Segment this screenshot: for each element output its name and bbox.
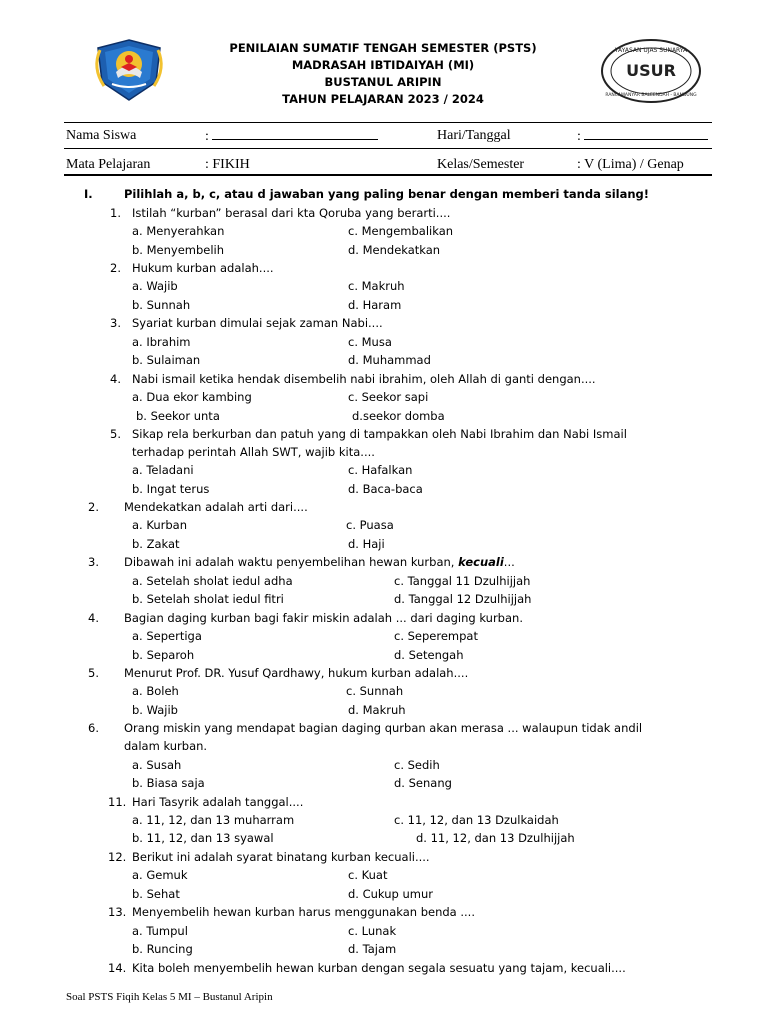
question-text	[124, 555, 515, 569]
option-a: a. Kurban	[132, 518, 187, 532]
option-d: d. 11, 12, dan 13 Dzulhijjah	[416, 831, 575, 845]
option-c: c. Hafalkan	[348, 463, 413, 477]
question-number: 2.	[110, 261, 121, 275]
option-d: d. Haram	[348, 298, 402, 312]
student-name-blank[interactable]	[212, 128, 378, 140]
option-c: c. 11, 12, dan 13 Dzulkaidah	[394, 813, 559, 827]
option-b: b. Sehat	[132, 887, 180, 901]
option-b: b. Setelah sholat iedul fitri	[132, 592, 284, 606]
option-d: d. Baca-baca	[348, 482, 423, 496]
question-text-continued: dalam kurban.	[124, 739, 208, 753]
option-a: a. Wajib	[132, 279, 178, 293]
question-number: 3.	[110, 316, 121, 330]
option-a: a. Gemuk	[132, 868, 188, 882]
option-a: a. Sepertiga	[132, 629, 202, 643]
option-b: b. Sulaiman	[132, 353, 201, 367]
option-d: d. Setengah	[394, 648, 464, 662]
question-text-emphasis: kecuali	[458, 555, 504, 569]
question-number: 4.	[110, 372, 121, 386]
question-text: Kita boleh menyembelih hewan kurban dengan segala sesuatu yang tajam, kecuali....	[132, 961, 626, 975]
question-text: Mendekatkan adalah arti dari....	[124, 500, 308, 514]
option-a: a. Tumpul	[132, 924, 188, 938]
option-c: c. Makruh	[348, 279, 405, 293]
subject-label: Mata Pelajaran	[66, 157, 151, 172]
section-instruction: Pilihlah a, b, c, atau d jawaban yang paling benar dengan memberi tanda silang!	[124, 187, 650, 201]
option-a: a. Susah	[132, 758, 182, 772]
option-c: c. Musa	[348, 335, 392, 349]
date-blank[interactable]	[584, 128, 708, 140]
option-d: d. Mendekatkan	[348, 243, 441, 257]
option-b: b. Ingat terus	[132, 482, 210, 496]
header-madrasah: MADRASAH IBTIDAIYAH (MI)	[291, 58, 475, 72]
option-d: d. Tanggal 12 Dzulhijjah	[394, 592, 532, 606]
header-academic-year: TAHUN PELAJARAN 2023 / 2024	[282, 92, 484, 106]
question-text-ellipsis: ...	[503, 555, 515, 569]
option-a: a. Setelah sholat iedul adha	[132, 574, 293, 588]
date-field[interactable]	[577, 128, 708, 145]
option-c: c. Sunnah	[346, 684, 404, 698]
question-number: 2.	[88, 500, 99, 514]
student-name-field[interactable]	[205, 128, 378, 145]
student-name-label: Nama Siswa	[66, 128, 137, 143]
question-text: Syariat kurban dimulai sejak zaman Nabi....	[132, 316, 383, 330]
date-colon: :	[577, 129, 581, 144]
header-school-name: BUSTANUL ARIPIN	[324, 75, 442, 89]
option-c: c. Seekor sapi	[348, 390, 429, 404]
yayasan-logo	[600, 38, 702, 104]
question-number: 14.	[108, 961, 127, 975]
option-d: d. Tajam	[348, 942, 397, 956]
option-d: d. Muhammad	[348, 353, 431, 367]
class-semester-label: Kelas/Semester	[437, 157, 525, 172]
info-divider	[64, 148, 712, 149]
option-c: c. Sedih	[394, 758, 440, 772]
question-text: Orang miskin yang mendapat bagian daging qurban akan merasa ... walaupun tidak andil	[124, 721, 643, 735]
option-a: a. 11, 12, dan 13 muharram	[132, 813, 295, 827]
option-c: c. Puasa	[346, 518, 394, 532]
question-number: 1.	[110, 206, 121, 220]
question-text: Istilah “kurban” berasal dari kta Qoruba yang berarti....	[132, 206, 451, 220]
option-b: b. Wajib	[132, 703, 178, 717]
question-text-continued: terhadap perintah Allah SWT, wajib kita....	[132, 445, 375, 459]
option-a: a. Boleh	[132, 684, 179, 698]
option-b: b. Menyembelih	[132, 243, 225, 257]
question-number: 12.	[108, 850, 127, 864]
question-number: 4.	[88, 611, 99, 625]
option-b: b. Biasa saja	[132, 776, 205, 790]
option-b: b. Sunnah	[132, 298, 191, 312]
info-bottom-divider	[64, 174, 712, 176]
yayasan-logo-graphic	[600, 38, 702, 104]
subject-value: : FIKIH	[205, 157, 250, 172]
question-text: Bagian daging kurban bagi fakir miskin adalah ... dari daging kurban.	[124, 611, 523, 625]
student-name-colon: :	[205, 129, 209, 144]
school-emblem-logo	[90, 38, 168, 102]
option-c: c. Lunak	[348, 924, 397, 938]
class-semester-value: : V (Lima) / Genap	[577, 157, 684, 172]
option-a: a. Teladani	[132, 463, 194, 477]
yayasan-logo-bottom-text: RANCAMANYAR BALEENDAH - BANDUNG	[605, 93, 697, 98]
question-text: Menurut Prof. DR. Yusuf Qardhawy, hukum kurban adalah....	[124, 666, 469, 680]
header-title: PENILAIAN SUMATIF TENGAH SEMESTER (PSTS)	[229, 41, 537, 55]
document-header	[190, 40, 576, 108]
question-number: 3.	[88, 555, 99, 569]
header-divider	[64, 122, 712, 123]
option-a: a. Menyerahkan	[132, 224, 225, 238]
option-b: b. Runcing	[132, 942, 193, 956]
yayasan-logo-top-text: YAYASAN UJAS SUNARYA	[614, 47, 688, 54]
option-a: a. Ibrahim	[132, 335, 191, 349]
option-c: c. Mengembalikan	[348, 224, 454, 238]
question-text: Nabi ismail ketika hendak disembelih nabi ibrahim, oleh Allah di ganti dengan....	[132, 372, 596, 386]
question-number: 5.	[88, 666, 99, 680]
option-d: d. Makruh	[348, 703, 406, 717]
option-a: a. Dua ekor kambing	[132, 390, 252, 404]
option-c: c. Tanggal 11 Dzulhijjah	[394, 574, 531, 588]
option-c: c. Kuat	[348, 868, 388, 882]
yayasan-logo-center-text: USUR	[626, 61, 676, 80]
option-d: d. Senang	[394, 776, 452, 790]
option-b: b. Zakat	[132, 537, 180, 551]
section-number: I.	[84, 187, 93, 201]
option-b: b. Separoh	[132, 648, 195, 662]
question-text: Sikap rela berkurban dan patuh yang di tampakkan oleh Nabi Ibrahim dan Nabi Ismail	[132, 427, 627, 441]
question-number: 13.	[108, 905, 127, 919]
question-text: Berikut ini adalah syarat binatang kurban kecuali....	[132, 850, 430, 864]
option-b: b. Seekor unta	[136, 409, 220, 423]
page-footer: Soal PSTS Fiqih Kelas 5 MI – Bustanul Aripin	[66, 991, 273, 1003]
option-b: b. 11, 12, dan 13 syawal	[132, 831, 274, 845]
question-text: Menyembelih hewan kurban harus menggunakan benda ....	[132, 905, 475, 919]
question-text-main: Dibawah ini adalah waktu penyembelihan hewan kurban,	[124, 555, 459, 569]
option-d: d. Haji	[348, 537, 385, 551]
question-number: 11.	[108, 795, 127, 809]
question-text: Hari Tasyrik adalah tanggal....	[132, 795, 304, 809]
option-c: c. Seperempat	[394, 629, 478, 643]
option-d: d.seekor domba	[352, 409, 445, 423]
question-text: Hukum kurban adalah....	[132, 261, 274, 275]
question-number: 5.	[110, 427, 121, 441]
option-d: d. Cukup umur	[348, 887, 433, 901]
question-number: 6.	[88, 721, 99, 735]
date-label: Hari/Tanggal	[437, 128, 511, 143]
